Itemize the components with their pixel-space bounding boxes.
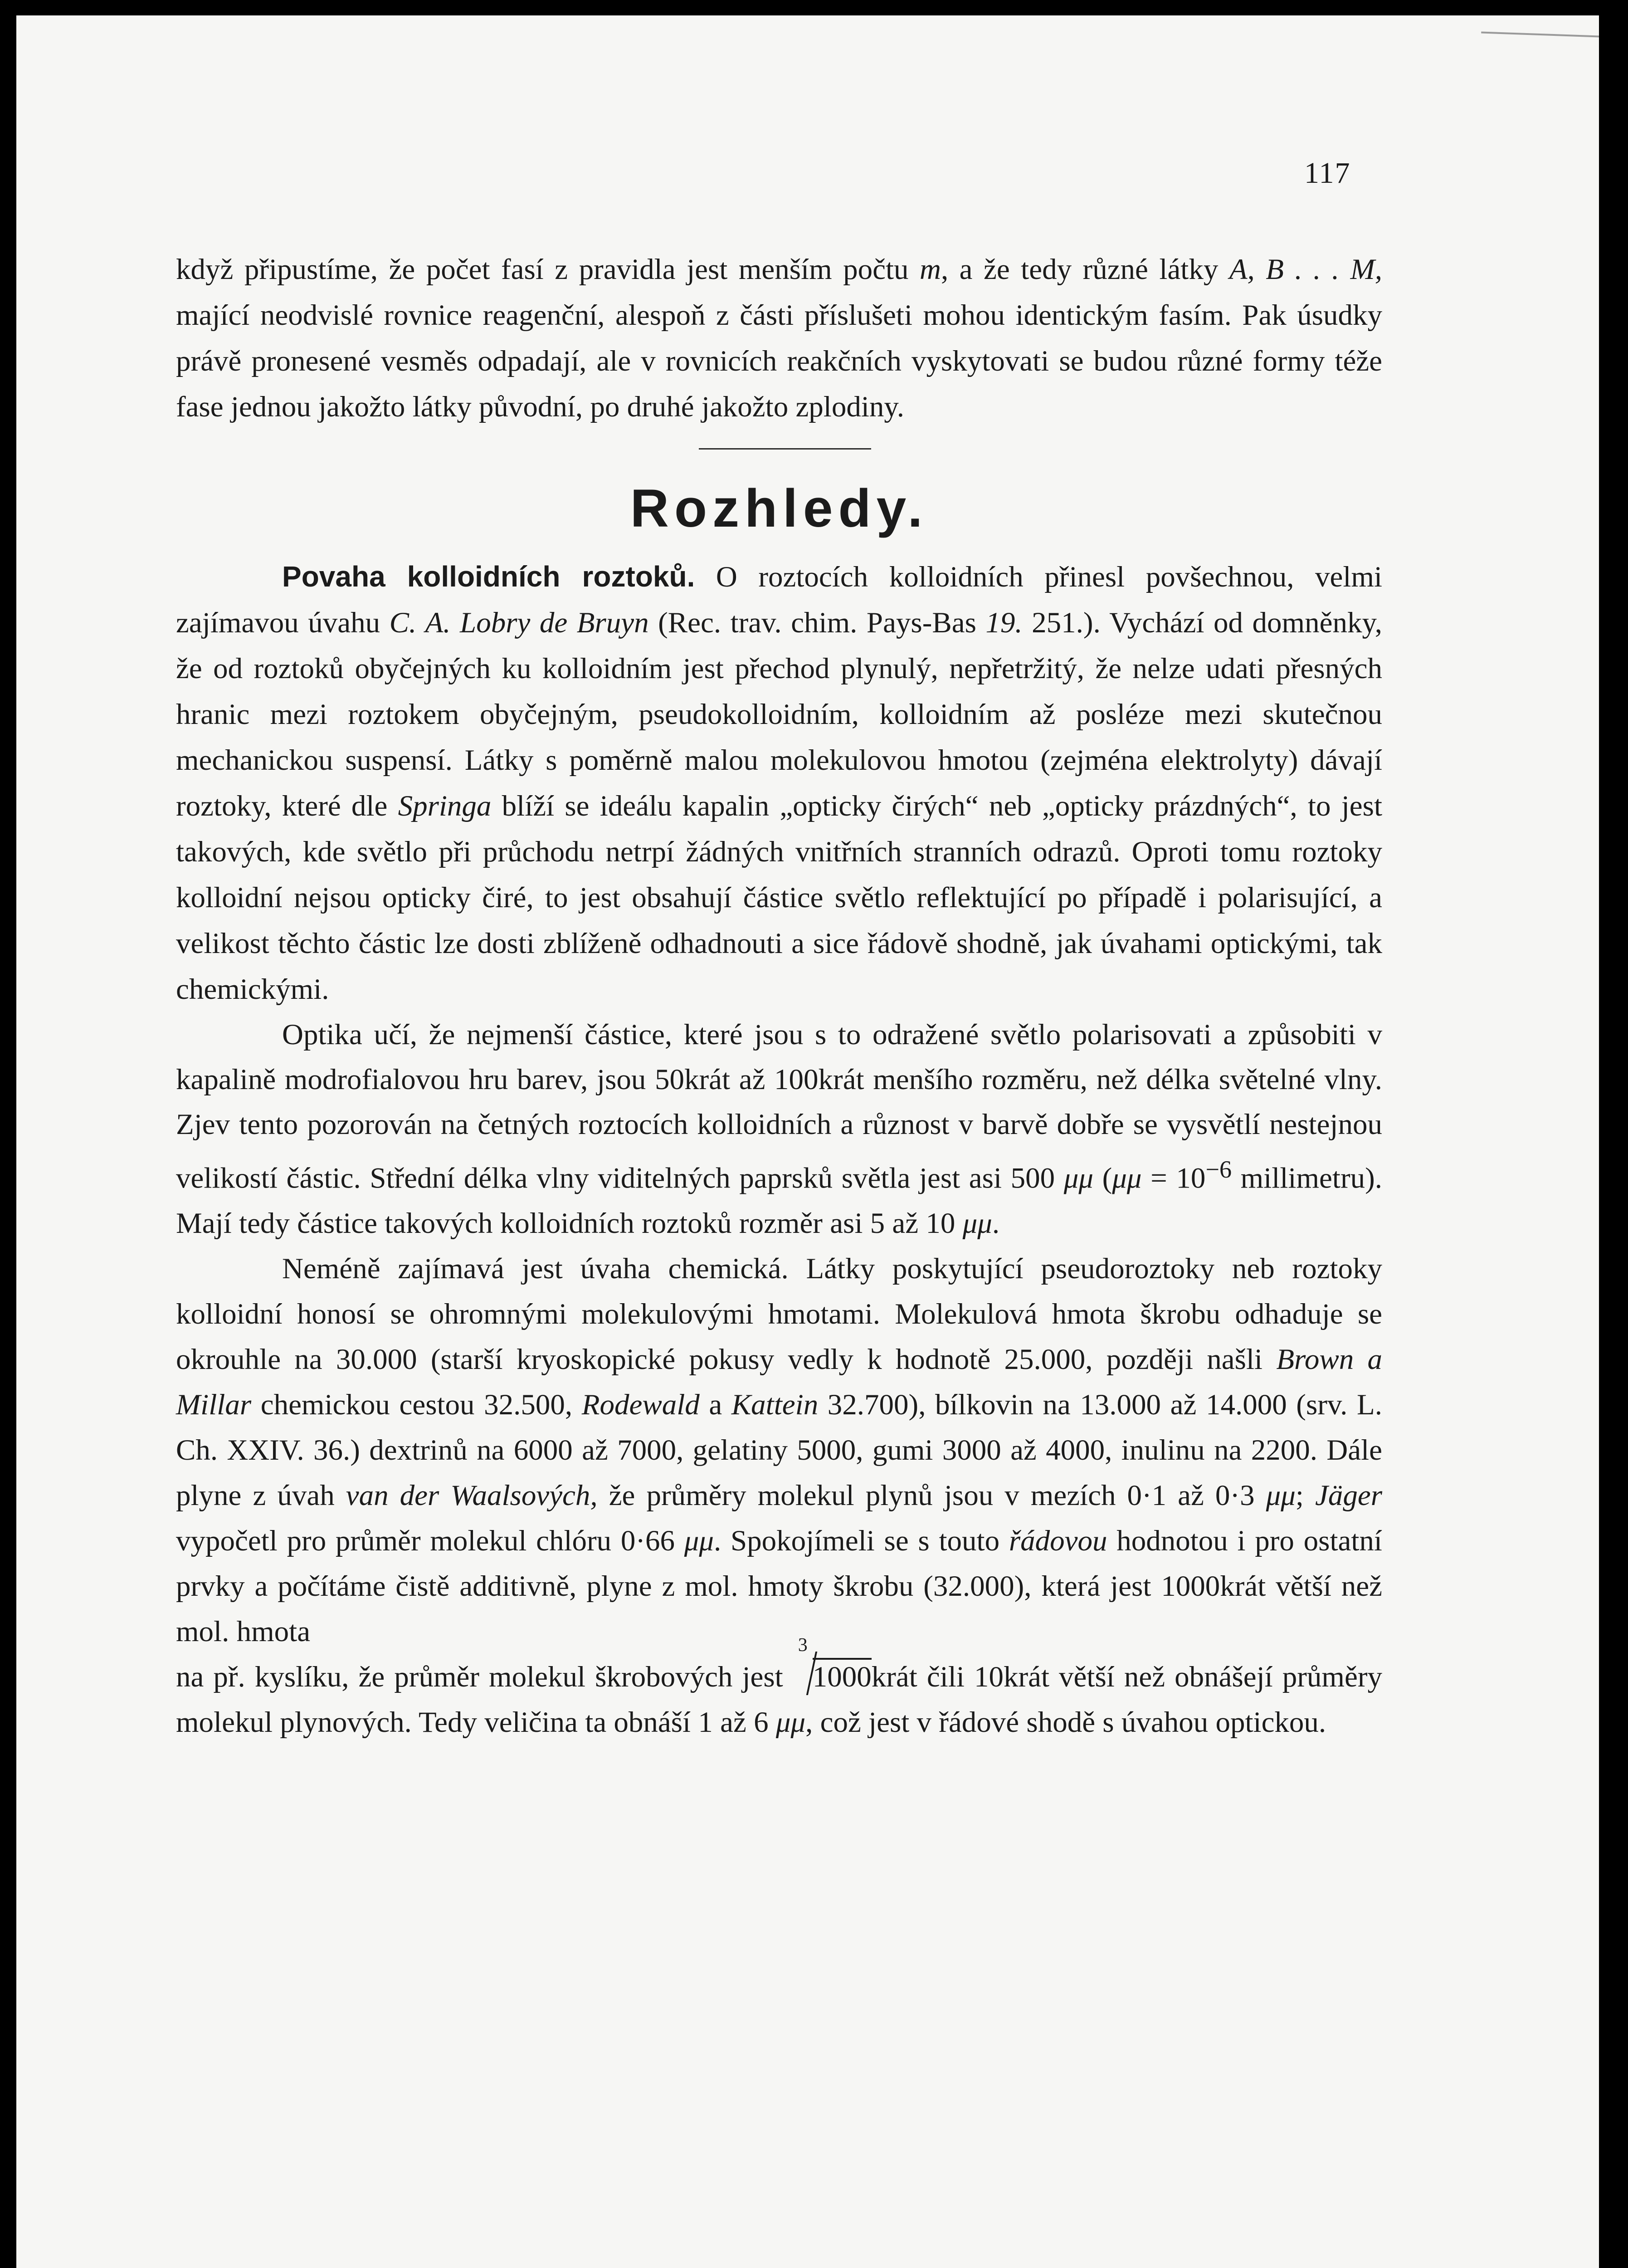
article-paragraph-1 xyxy=(176,554,1382,1012)
p3-unit-1: μμ xyxy=(1266,1479,1296,1512)
p3-kattein: Kattein xyxy=(731,1388,819,1421)
article-paragraph-3 xyxy=(176,1246,1382,1654)
p1-springa: Springa xyxy=(398,790,492,822)
p1-text-2: (Rec. trav. chim. Pays-Bas xyxy=(648,606,986,639)
p2-unit-1: μμ xyxy=(1063,1162,1094,1195)
p3-radovou: řádovou xyxy=(1009,1524,1107,1557)
section-heading: Rozhledy. xyxy=(630,479,928,538)
p3-text-6: ; xyxy=(1295,1479,1315,1512)
intro-text-3: mající neodvislé rovnice reagenční, alespoň z části příslušeti mohou identickým fasím. Pak úsudky právě pronesené vesměs odpadají, ale v rovnicích reakčních vyskytovati se budou různé formy téže fase jednou jakožto látky původní, po druhé jakožto zplodiny. xyxy=(176,299,1382,423)
intro-vars: A, B . . . M, xyxy=(1229,253,1383,286)
p1-text-1: O roztocích kolloidních přinesl povšechnou, velmi zajímavou úvahu xyxy=(176,561,1382,639)
p3-text-9: hodnotou i pro ostatní prvky a počítáme čistě additivně, plyne z mol. hmoty škrobu (32.000), která jest 1000krát větší než mol. hmota xyxy=(176,1524,1382,1648)
page-number: 117 xyxy=(1304,156,1351,190)
p3-text-2: chemickou cestou 32.500, xyxy=(251,1388,582,1421)
p2-text-4: millimetru). Mají tedy částice takových kolloidních roztoků rozměr asi 5 až 10 xyxy=(176,1162,1382,1240)
p3-text-8: . Spokojímeli se s touto xyxy=(714,1524,1009,1557)
p3-text-5: že průměry molekul plynů jsou v mezích 0·1 až 0·3 xyxy=(597,1479,1266,1512)
p1-volume: 19. xyxy=(985,606,1023,639)
intro-var-m: m xyxy=(920,253,941,286)
p2-unit-3: μμ xyxy=(962,1207,992,1240)
p4-text-1: na př. kyslíku, že průměr molekul škrobových jest xyxy=(176,1660,793,1693)
intro-paragraph xyxy=(176,247,1382,430)
p1-author: C. A. Lobry de Bruyn xyxy=(389,606,649,639)
p2-text-5: . xyxy=(992,1207,1000,1240)
p3-jager: Jäger xyxy=(1315,1479,1382,1512)
cube-root xyxy=(795,1634,872,1700)
intro-text-1: když připustíme, že počet fasí z pravidla jest menším počtu xyxy=(176,253,920,286)
page-edge-mark xyxy=(1481,31,1599,42)
book-page xyxy=(16,15,1599,2268)
section-divider xyxy=(699,448,871,450)
p4-unit: μμ xyxy=(775,1706,806,1739)
root-index: 3 xyxy=(798,1634,808,1656)
article-paragraph-4 xyxy=(176,1634,1382,1745)
root-value: 1000 xyxy=(813,1658,872,1693)
p2-unit-2: μμ xyxy=(1112,1162,1142,1195)
p2-text-2: ( xyxy=(1093,1162,1112,1195)
p3-unit-2: μμ xyxy=(684,1524,714,1557)
p1-text-3: 251.). Vychází od domněnky, že od roztoků obyčejných ku kolloidním jest přechod plynulý, nepřetržitý, že nelze udati přesných hranic mezi roztokem obyčejným, pseudokolloidním, kolloidním až posléze mezi skutečnou mechanickou suspensí. Látky s poměrně malou molekulovou hmotou (zejména elektrolyty) dávají roztoky, které dle xyxy=(176,606,1382,822)
p4-text-2: krát čili 10krát větší než obnášejí průměry molekul plynových. Tedy veličina ta obnáší 1 až 6 xyxy=(176,1660,1382,1739)
intro-text-2: , a že tedy různé látky xyxy=(941,253,1229,286)
p2-text-3: = 10 xyxy=(1141,1162,1206,1195)
article-title: Povaha kolloidních roztoků. xyxy=(282,560,695,593)
p2-exponent: −6 xyxy=(1205,1156,1232,1183)
article-paragraph-2 xyxy=(176,1012,1382,1246)
p2-text-1: Optika učí, že nejmenší částice, které jsou s to odražené světlo polarisovati a způsobiti v kapalině modrofialovou hru barev, jsou 50krát až 100krát menšího rozměru, než délka světelné vlny. Zjev tento pozorován na četných roztocích kolloidních a různost v barvě dobře se vysvětlí nestejnou velikostí částic. Střední délka vlny viditelných paprsků světla jest asi 500 xyxy=(176,1018,1382,1195)
p3-text-7: vypočetl pro průměr molekul chlóru 0·66 xyxy=(176,1524,684,1557)
p4-text-3: , což jest v řádové shodě s úvahou optickou. xyxy=(805,1706,1326,1739)
p3-text-4: 32.700), bílkovin na 13.000 až 14.000 (srv. L. Ch. XXIV. 36.) dextrinů na 6000 až 7000, gelatiny 5000, gumi 3000 až 4000, inulinu na 2200. Dále plyne z úvah xyxy=(176,1388,1382,1512)
p3-text-3: a xyxy=(699,1388,731,1421)
p3-rodewald: Rodewald xyxy=(581,1388,700,1421)
page-body xyxy=(176,247,1382,1745)
p3-text-1: Neméně zajímavá jest úvaha chemická. Látky poskytující pseudoroztoky neb roztoky kolloidní honosí se ohromnými molekulovými hmotami. Molekulová hmota škrobu odhaduje se okrouhle na 30.000 (starší kryoskopické pokusy vedly k hodnotě 25.000, později našli xyxy=(176,1252,1382,1376)
p3-van-der-waals: van der Waalsových, xyxy=(346,1479,598,1512)
p1-text-4: blíží se ideálu kapalin „opticky čirých“ neb „opticky prázdných“, to jest takových, kde světlo při průchodu netrpí žádných vnitřních stranních odrazů. Oproti tomu roztoky kolloidní nejsou opticky čiré, to jest obsahují částice světlo reflektující po případě i polarisující, a velikost těchto částic lze dosti zblíženě odhadnouti a sice řádově shodně, jak úvahami optickými, tak chemickými. xyxy=(176,790,1382,1006)
p3-brown-millar: Brown a Millar xyxy=(176,1343,1382,1421)
